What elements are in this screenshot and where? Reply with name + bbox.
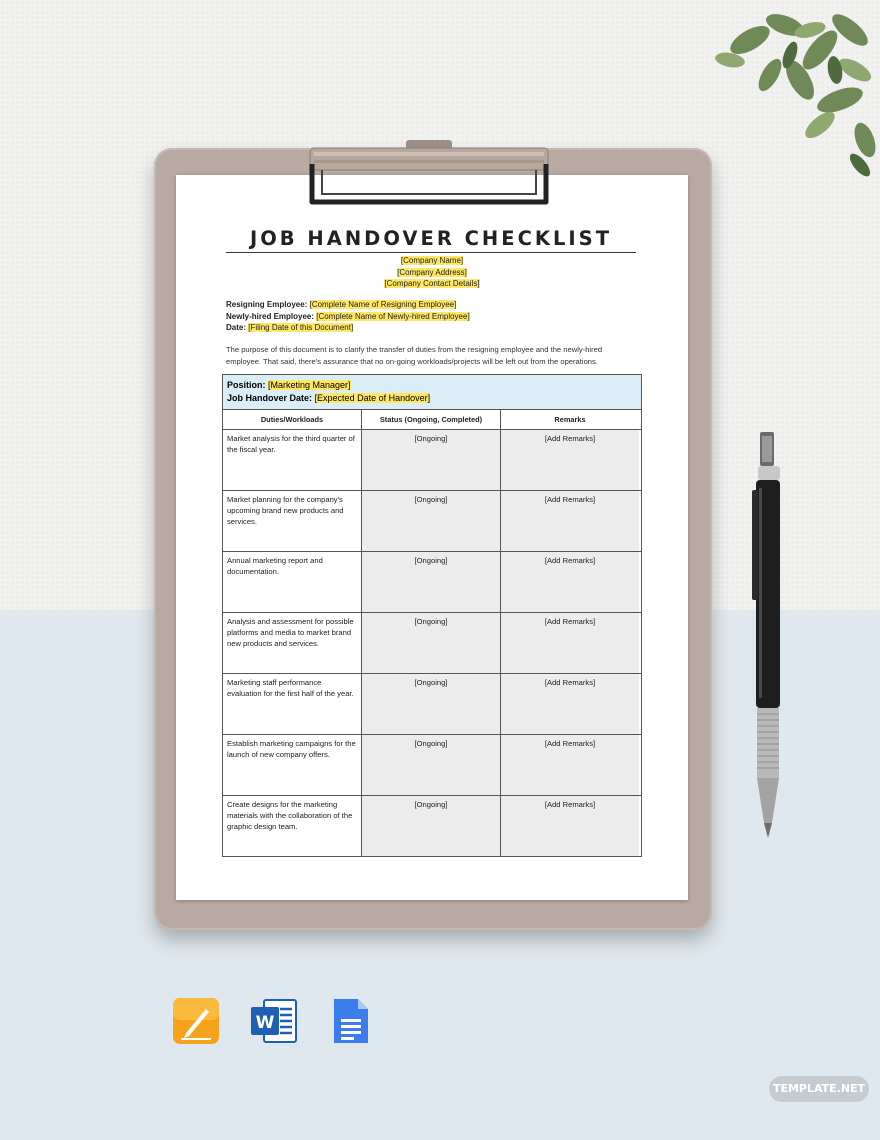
company-name[interactable]: [Company Name] (400, 256, 464, 265)
status-cell[interactable]: [Ongoing] (362, 796, 501, 856)
company-address[interactable]: [Company Address] (397, 267, 467, 277)
remarks-cell[interactable]: [Add Remarks] (501, 613, 639, 673)
remarks-cell[interactable]: [Add Remarks] (501, 430, 639, 490)
company-block (176, 255, 688, 290)
company-contact[interactable]: [Company Contact Details] (384, 279, 480, 288)
table-row (223, 430, 641, 491)
svg-text:W: W (255, 1013, 275, 1033)
remarks-cell[interactable]: [Add Remarks] (501, 674, 639, 734)
table-row (223, 613, 641, 674)
duty-cell[interactable]: Marketing staff performance evaluation for the first half of the year. (223, 674, 362, 734)
google-docs-app-icon[interactable] (326, 997, 374, 1045)
document-title: JOB HANDOVER CHECKLIST (249, 227, 613, 250)
document-page (176, 175, 688, 900)
plant-decoration (690, 0, 880, 200)
clipboard-clip (306, 140, 552, 210)
status-cell[interactable]: [Ongoing] (362, 674, 501, 734)
duty-cell[interactable]: Establish marketing campaigns for the launch of new company offers. (223, 735, 362, 795)
filing-date-field[interactable]: [Filing Date of this Document] (248, 323, 354, 332)
title-divider (226, 252, 636, 253)
purpose-line-2: employee. That said, there's assurance that no on-going workloads/projects will be left out from the operations. (226, 356, 598, 366)
newhire-label: Newly-hired Employee: (226, 311, 315, 321)
date-label: Date: (226, 323, 247, 332)
table-row (223, 796, 641, 856)
duty-cell[interactable]: Market analysis for the third quarter of the fiscal year. (223, 430, 362, 490)
newhire-employee-field[interactable]: [Complete Name of Newly-hired Employee] (316, 311, 470, 321)
template-net-badge[interactable]: TEMPLATE.NET (769, 1076, 869, 1102)
table-row (223, 735, 641, 796)
status-cell[interactable]: [Ongoing] (362, 613, 501, 673)
table-row (223, 491, 641, 552)
employee-info (226, 299, 470, 334)
purpose-line-1: The purpose of this document is to clarify the transfer of duties from the resigning employee and the newly-hired (226, 345, 603, 354)
position-field[interactable]: [Marketing Manager] (268, 380, 351, 390)
handover-date-field[interactable]: [Expected Date of Handover] (314, 392, 431, 403)
table-row (223, 552, 641, 613)
remarks-cell[interactable]: [Add Remarks] (501, 552, 639, 612)
table-row (223, 674, 641, 735)
status-cell[interactable]: [Ongoing] (362, 491, 501, 551)
remarks-cell[interactable]: [Add Remarks] (501, 796, 639, 856)
column-header-duties: Duties/Workloads (223, 410, 362, 429)
status-cell[interactable]: [Ongoing] (362, 552, 501, 612)
column-header-row (223, 410, 641, 430)
handover-table (222, 374, 642, 857)
column-header-remarks: Remarks (554, 415, 586, 424)
duty-cell[interactable]: Annual marketing report and documentation. (223, 552, 362, 612)
resigning-label: Resigning Employee: (226, 300, 308, 309)
table-header-block (223, 375, 641, 410)
word-app-icon[interactable] (250, 997, 298, 1045)
duty-cell[interactable]: Analysis and assessment for possible platforms and media to market brand new products and services. (223, 613, 362, 673)
column-header-status: Status (Ongoing, Completed) (362, 410, 501, 429)
resigning-employee-field[interactable]: [Complete Name of Resigning Employee] (309, 300, 457, 309)
duty-cell[interactable]: Market planning for the company's upcoming brand new products and services. (223, 491, 362, 551)
status-cell[interactable]: [Ongoing] (362, 735, 501, 795)
pages-app-icon[interactable] (172, 997, 220, 1045)
purpose-paragraph (226, 344, 646, 367)
status-cell[interactable]: [Ongoing] (362, 430, 501, 490)
handover-date-label: Job Handover Date: (227, 392, 313, 403)
remarks-cell[interactable]: [Add Remarks] (501, 491, 639, 551)
position-label: Position: (227, 380, 266, 390)
remarks-cell[interactable]: [Add Remarks] (501, 735, 639, 795)
duty-cell[interactable]: Create designs for the marketing materials with the collaboration of the graphic design team. (223, 796, 362, 856)
pen-decoration (750, 428, 786, 840)
